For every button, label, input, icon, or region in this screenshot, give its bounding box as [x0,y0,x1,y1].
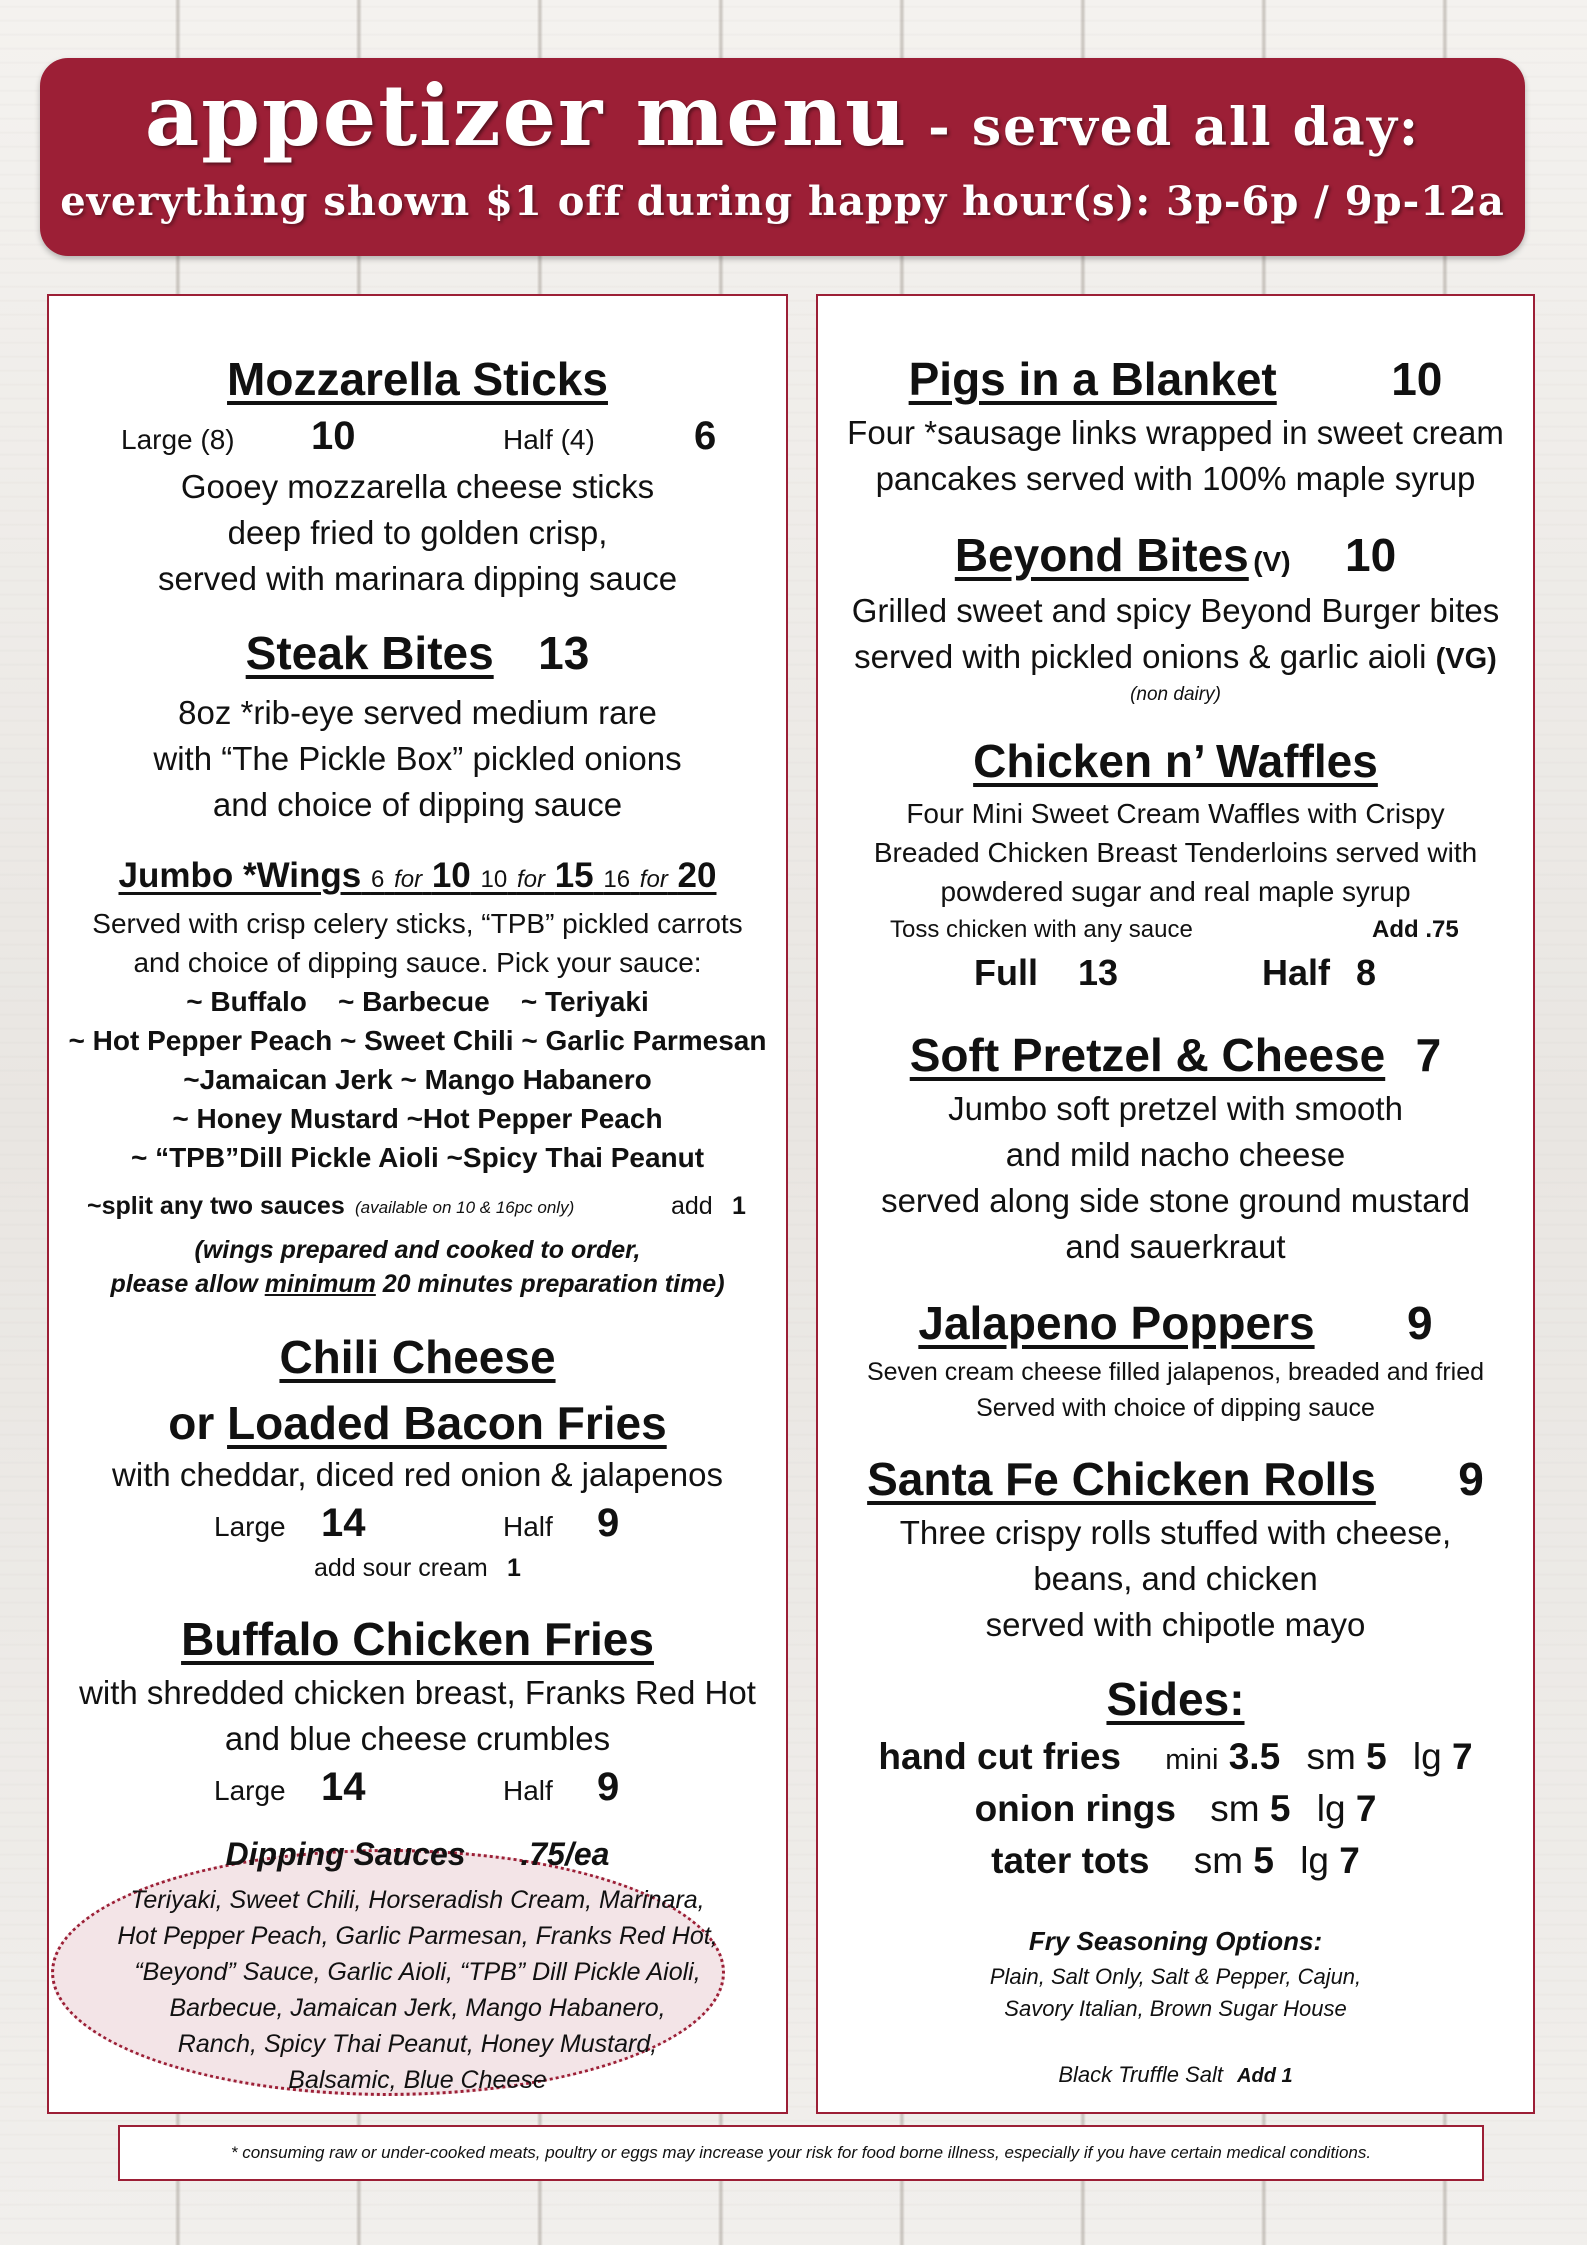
side-fries-lg-price: 7 [1452,1736,1473,1777]
waffles-half-label: Half [1262,952,1331,993]
chili-or: or [168,1397,228,1449]
item-name-buffalo-fries: Buffalo Chicken Fries [181,1613,654,1665]
buffalo-desc-2: and blue cheese crumbles [224,1720,611,1757]
menu-title [40,66,1525,165]
dipping-price: .75/ea [520,1836,610,1872]
wings-split-price: 1 [732,1192,746,1220]
side-fries-row [818,1736,1533,1778]
wings-qty-2: 10 [480,866,508,893]
seasoning-truffle-price: Add 1 [1237,2065,1293,2087]
wings-prep-a: please allow [110,1270,265,1298]
dipping-title-row [49,1836,786,1873]
side-tots-sm-label: sm [1193,1840,1244,1881]
mozz-large-price: 10 [311,414,356,458]
steak-desc-2: with “The Pickle Box” pickled onions [153,740,682,777]
sides-title: Sides: [1106,1673,1245,1725]
left-menu-panel [47,294,788,2114]
santafe-desc-3: served with chipotle mayo [985,1606,1366,1643]
chili-half-price: 9 [597,1501,620,1545]
waffles-toss: Toss chicken with any sauce [890,916,1193,943]
wings-prep-minimum: minimum [264,1270,376,1298]
pretzel-desc-3: served along side stone ground mustard [881,1182,1470,1219]
chili-desc: with cheddar, diced red onion & jalapenos [112,1456,723,1493]
right-menu-panel [816,294,1535,2114]
side-fries-lg-label: lg [1412,1736,1442,1777]
title-main: appetizer menu [144,66,909,165]
item-name-mozzarella: Mozzarella Sticks [227,353,608,405]
mozz-desc-1: Gooey mozzarella cheese sticks [180,468,655,505]
pigs-desc-2: pancakes served with 100% maple syrup [875,460,1476,497]
side-tots-row [818,1840,1533,1882]
item-name-waffles: Chicken n’ Waffles [973,735,1378,787]
wings-price-3: 20 [677,856,717,895]
title-sub: served all day: [971,97,1421,158]
waffles-full-label: Full [974,952,1038,993]
pigs-desc-1: Four *sausage links wrapped in sweet cream [847,414,1504,451]
mozz-desc-3: served with marinara dipping sauce [157,560,678,597]
wings-for-2: for [516,866,545,893]
beyond-vg-tag: (VG) [1435,643,1497,675]
header-banner [40,58,1525,256]
item-steak-bites [49,626,786,680]
buffalo-half-label: Half [503,1775,553,1806]
side-tots-lg-price: 7 [1339,1840,1360,1881]
wings-split-note: (available on 10 & 16pc only) [355,1198,575,1217]
wings-qty-1: 6 [370,866,385,893]
beyond-desc-2: served with pickled onions & garlic aioli [854,638,1427,675]
mozz-half-price: 6 [694,414,717,458]
seasoning-title: Fry Seasoning Options: [1028,1926,1323,1956]
pretzel-desc-1: Jumbo soft pretzel with smooth [948,1090,1403,1127]
item-santafe-header [818,1452,1533,1506]
dipping-line-6: Balsamic, Blue Cheese [288,2066,547,2094]
food-safety-disclaimer: * consuming raw or under-cooked meats, poultry or eggs may increase your risk for food borne illness, especially if you have certain medical conditions. [118,2125,1484,2181]
waffles-toss-price: Add .75 [1372,916,1459,943]
buffalo-half-price: 9 [597,1765,620,1809]
steak-desc-3: and choice of dipping sauce [212,786,623,823]
steak-desc-1: 8oz *rib-eye served medium rare [178,694,657,731]
item-beyond-header [818,528,1533,582]
jalapeno-desc-2: Served with choice of dipping sauce [976,1394,1375,1422]
waffles-desc-2: Breaded Chicken Breast Tenderloins served with [873,837,1478,868]
pretzel-price: 7 [1415,1029,1442,1081]
title-separator: - [908,97,972,158]
pigs-price: 10 [1391,353,1443,405]
wings-prep-line-1: (wings prepared and cooked to order, [194,1236,641,1264]
mozz-desc-2: deep fried to golden crisp, [227,514,608,551]
chili-addon-price: 1 [507,1554,521,1582]
chili-half-label: Half [503,1511,553,1542]
item-pigs-header [818,352,1533,406]
pretzel-desc-2: and mild nacho cheese [1005,1136,1346,1173]
side-rings-row [818,1788,1533,1830]
buffalo-large-label: Large [214,1775,286,1806]
wings-for-3: for [639,866,668,893]
chili-large-price: 14 [321,1501,366,1545]
side-rings-sm-price: 5 [1269,1788,1291,1829]
dipping-line-5: Ranch, Spicy Thai Peanut, Honey Mustard, [177,2030,658,2058]
wings-price-1: 10 [431,856,471,895]
beyond-tag: (V) [1253,546,1291,577]
side-fries-mini-label: mini [1165,1744,1219,1776]
dipping-line-1: Teriyaki, Sweet Chili, Horseradish Cream, Marinara, [130,1886,705,1914]
wings-split-add: add [671,1192,713,1220]
wings-for-1: for [394,866,423,893]
wings-sauce-line-4: ~ Honey Mustard ~Hot Pepper Peach [172,1103,663,1134]
side-tots-sm-price: 5 [1253,1840,1274,1881]
item-name-chili-cheese: Chili Cheese [279,1331,556,1383]
side-fries-mini-price: 3.5 [1228,1736,1281,1777]
beyond-price: 10 [1345,529,1397,581]
jalapeno-desc-1: Seven cream cheese filled jalapenos, breaded and fried [866,1358,1485,1386]
seasoning-truffle: Black Truffle Salt [1058,2062,1223,2087]
item-name-santafe: Santa Fe Chicken Rolls [867,1453,1376,1505]
waffles-desc-1: Four Mini Sweet Cream Waffles with Crispy [906,798,1445,829]
happy-hour-note: everything shown $1 off during happy hour(s): 3p-6p / 9p-12a [60,178,1505,225]
mozz-large-label: Large (8) [121,424,235,455]
santafe-desc-2: beans, and chicken [1033,1560,1318,1597]
waffles-half-price: 8 [1356,952,1377,993]
wings-prep-line-2 [49,1270,786,1299]
seasoning-line-1: Plain, Salt Only, Salt & Pepper, Cajun, [989,1964,1362,1989]
item-name-pretzel: Soft Pretzel & Cheese [909,1029,1386,1081]
wings-desc-2: and choice of dipping sauce. Pick your sauce: [133,947,702,978]
chili-addon: add sour cream [314,1554,488,1582]
santafe-desc-1: Three crispy rolls stuffed with cheese, [899,1514,1452,1551]
chili-large-label: Large [214,1511,286,1542]
wings-name: Jumbo *Wings [118,856,362,895]
wings-sauce-line-2: ~ Hot Pepper Peach ~ Sweet Chili ~ Garlic Parmesan [68,1025,767,1056]
item-jalapeno-header [818,1296,1533,1350]
seasoning-line-2: Savory Italian, Brown Sugar House [1004,1996,1347,2021]
item-name-pigs: Pigs in a Blanket [908,353,1277,405]
side-tots-name: tater tots [991,1840,1150,1881]
mozz-half-label: Half (4) [503,424,595,455]
item-name-steak: Steak Bites [245,627,494,679]
item-name-wings [119,856,717,895]
wings-price-2: 15 [554,856,594,895]
seasoning-truffle-row [818,2062,1533,2088]
buffalo-desc-1: with shredded chicken breast, Franks Red Hot [79,1674,756,1711]
side-rings-name: onion rings [974,1788,1176,1829]
dipping-line-3: “Beyond” Sauce, Garlic Aioli, “TPB” Dill Pickle Aioli, [134,1958,701,1986]
buffalo-large-price: 14 [321,1765,366,1809]
steak-price: 13 [538,627,590,679]
wings-prep-c: 20 minutes preparation time) [375,1270,725,1298]
wings-split-label: ~split any two sauces [87,1192,345,1220]
side-rings-sm-label: sm [1210,1788,1260,1829]
dipping-line-2: Hot Pepper Peach, Garlic Parmesan, Franks Red Hot, [117,1922,718,1950]
beyond-desc-1: Grilled sweet and spicy Beyond Burger bites [851,592,1500,629]
item-name-jalapeno: Jalapeno Poppers [918,1297,1315,1349]
wings-sauce-line-1: ~ Buffalo ~ Barbecue ~ Teriyaki [186,986,649,1017]
side-fries-sm-price: 5 [1366,1736,1387,1777]
side-rings-lg-price: 7 [1355,1788,1377,1829]
wings-desc-1: Served with crisp celery sticks, “TPB” pickled carrots [92,908,743,939]
jalapeno-price: 9 [1407,1297,1433,1349]
waffles-full-price: 13 [1078,952,1119,993]
dipping-title: Dipping Sauces [225,1836,466,1872]
item-wings-header [49,856,786,896]
item-pretzel-header [818,1028,1533,1082]
side-tots-lg-label: lg [1300,1840,1329,1881]
dipping-line-4: Barbecue, Jamaican Jerk, Mango Habanero, [169,1994,666,2022]
chili-name-line2: Loaded Bacon Fries [227,1397,667,1449]
pretzel-desc-4: and sauerkraut [1065,1228,1286,1265]
beyond-note: (non dairy) [1130,684,1221,705]
wings-sauce-line-3: ~Jamaican Jerk ~ Mango Habanero [183,1064,652,1095]
item-name-beyond: Beyond Bites [954,529,1249,581]
waffles-desc-3: powdered sugar and real maple syrup [940,876,1411,907]
beyond-desc-2-row [818,638,1533,676]
wings-sauce-line-5: ~ “TPB”Dill Pickle Aioli ~Spicy Thai Peanut [130,1142,705,1173]
side-fries-sm-label: sm [1306,1736,1356,1777]
wings-qty-3: 16 [603,866,631,893]
side-rings-lg-label: lg [1316,1788,1346,1829]
santafe-price: 9 [1458,1453,1484,1505]
side-fries-name: hand cut fries [878,1736,1121,1777]
item-name-loaded-bacon [49,1396,786,1450]
